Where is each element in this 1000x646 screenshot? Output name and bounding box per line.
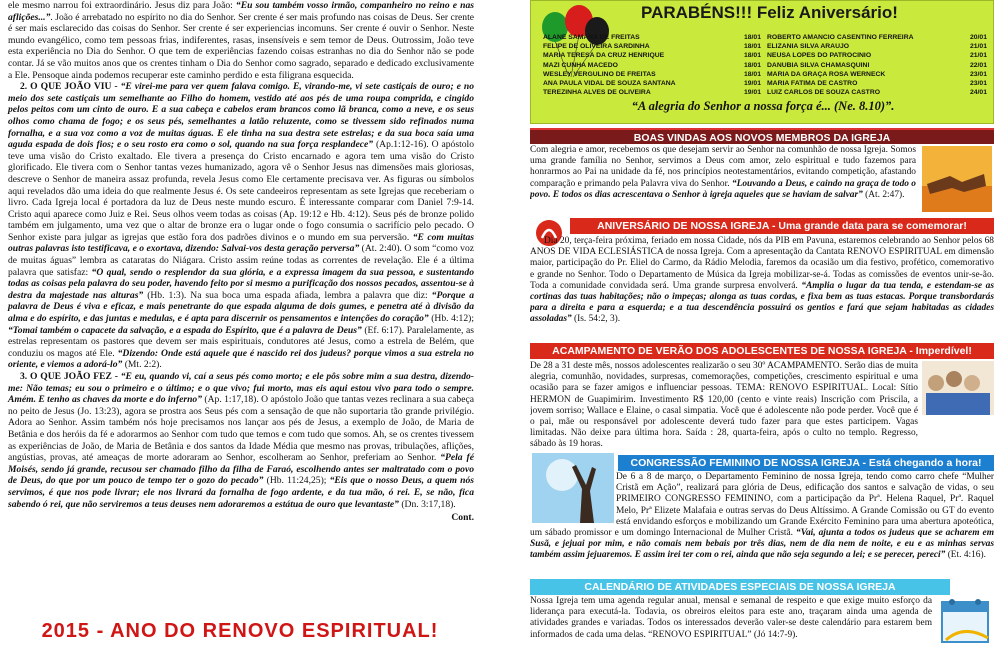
anniversary-text: Dia 20, terça-feira próxima, feriado em nossa Cidade, nós da PIB em Pavuna, estaremos celebrando ao Senhor pelos 68 ANOS DE VIDA ECLESIÁSTICA de nossa Igreja. Com a apresentação da Cantata RENOVO ESPIRITUAL em dimensão maior, participação do Pr. Eliel do Carmo, da Rádio Melodia, faremos da ocasião um dia festivo, profético, comemorativo e grande no Senhor. Todo o Departamento de Música da Igreja mobilizar-se-á. Todas as comissões de eventos unir-se-ão. Toda a comunidade convidada será. Uma grande surpresa envolverá. “Amplia o lugar da tua tenda, e estendam-se as cortinas das tuas habitações; não o impeças; alonga as tuas cordas, e fixa bem as tuas estacas. Porque transbordarás para a direita e para a esquerda; e a tua descendência possuirá os gentios e fará que sejam habitadas as cidades assoladas” (Is. 54:2, 3). — [530, 236, 994, 325]
birthday-title: PARABÉNS!!! Feliz Aniversário! — [641, 3, 898, 22]
birthday-row: MARIA TERESA DA CRUZ HENRIQUE 18/01 — [543, 52, 761, 60]
birthday-row: FELIPE DE OLIVEIRA SARDINHA 18/01 — [543, 43, 761, 51]
birthday-row: NEUSA LOPES DO PATROCINIO 21/01 — [767, 52, 987, 60]
congress-body: De 6 a 8 de março, o Departamento Feminino de nossa Igreja, tendo como carro chefe “Mulher Cristã em Ação”, realizará para glória de Deus, edificação dos santos e salvação de vidas, o seu PRIMEIRO CONGRESSO FEMININO, com a participação da Prª. Helena Raquel, Prª. Raquel Melo, Prª Elizete Malafaia e outras servas do Deus Altíssimo. A Grande Comissão ou GT do evento está envidando esforços e mobilizando um Grande Exército Feminino para uma abertura apoteótica, um sábado promissor e um domingo Internacional de Mulher Cristã. “Vai, ajunta a todos os judeus que se acharem em Susã, e jejuai por mim, e não comais nem bebais por três dias, nem de dia nem de noite, e eu e as minhas servas também assim jejuaremos. E assim irei ter com o rei, ainda que não seja segundo a lei; e se perecer, pereci” (Et. 4:16). — [530, 472, 994, 561]
birthday-row: ALANE SAMARA DE FREITAS 18/01 — [543, 34, 761, 41]
camp-text: De 28 a 31 deste mês, nossos adolescentes realizarão o seu 30º ACAMPAMENTO. Serão dias de muita alegria, comunhão, novidades, surpresas, comemorações, competições, crescimento espiritual e uma ocasião para se fazer amigos e influenciar pessoas. TEMA: RENOVO ESPIRITUAL. Local: Sítio HERMON de Guapimirim. Investimento R$ 120,00 (cento e vinte reais) Inscrição com Priscila, a jovem sorriso; Wallace e Elaine, o casal simpatia. Você que é adolescente não pode perder. Você que é o pai, mãe ou responsável por adolescente deverá tudo fazer para que estes participem. Vagas limitadas. Não deixe para última hora. Saída : 28, quarta-feira, após o culto no templo. Regresso, sábado às 19 horas. — [530, 361, 918, 450]
camp-title: ACAMPAMENTO DE VERÃO DOS ADOLESCENTES DE NOSSA IGREJA - Imperdível! — [530, 343, 994, 359]
calendar-text: Nossa Igreja tem uma agenda regular anual, mensal e semanal de respeito e que exige muito esforço da liderança para executá-la. Todavia, os obreiros eleitos para este ano, traçaram ainda uma agenda de atividades grandes e variadas. Todos os interessados deverão valer-se deste calendário para estarem bem informados de cada uma delas. “RENOVO ESPIRITUAL” (Jó 14:7-9). — [530, 596, 932, 640]
birthday-quote: “A alegria do Senhor a nossa força é... (Ne. 8.10)”. — [631, 99, 895, 113]
teens-photo-icon — [922, 361, 994, 415]
birthday-row: TEREZINHA ALVES DE OLIVEIRA 19/01 — [543, 89, 761, 97]
article-paragraph-2: 2. O QUE JOÃO VIU - “E virei-me para ver quem falava comigo. E, virando-me, vi sete castiçais de ouro; e no meio dos sete castiçais um semelhante ao Filho do homem, vestido até aos pés de uma roupa comprida, e cingido pelos peitos com um cinto de ouro. E a sua cabeça e cabelos eram brancos como lã branca, como a neve, e os seus olhos como chama de fogo; e os seus pés, semelhantes a latão reluzente, como se tivessem sido refinados numa fornalha, e a sua voz como a voz de muitas águas. E ele tinha na sua destra sete estrelas; e da sua boca saía uma aguda espada de dois fios; e o seu rosto era como o sol, quando na sua força resplandece” (Ap.1:12-16). O apóstolo teve uma visão do Cristo exaltado. Ele tivera a presença do Cristo encarnado e agora tem uma visão do Cristo glorificado. Ele tivera com o Senhor tantas vezes humanizado, agora vê o Senhor Jesus nas dimensões mais gloriosas, descreve o Senhor de maneira assaz profunda, revela Jesus como Ele certamente precisava ver. As figuras ou símbolos aqui revelados dão uma ideia do que realmente Jesus é. Os sete candeeiros representam as sete Igrejas que receberiam o livro. Cada Igreja local é portadora da luz de Deus neste mundo escuro. É interessante comparar com Daniel 7:9-14. Cristo aqui aparece como Juiz e Rei. Seus olhos veem todas as coisas (Ap. 19:12 e Hb. 4:12). Seus pés de bronze polido também em julgamento, uma vez que o altar de bronze era o lugar onde o fogo consumia o sacrifício pelo pecado. O Senhor existe para julgar as igrejas que estão fora dos padrões divinos e o mundo em sua perversão. “E com muitas outras palavras isto testificava, e o exortava, dizendo: Salvai-vos desta geração perversa” (At. 2:40). O som “como voz de muitas águas” lembra as cataratas do Niágara. Cristo assim reúne todas as correntes de revelação. Ele é a última palavra que satisfaz: “O qual, sendo o resplendor da sua glória, e a expressa imagem da sua pessoa, e sustentando todas as coisas pela palavra do seu poder, havendo feito por si mesmo a purificação dos nossos pecados, assentou-se à destra da majestade nas alturas” (Hb. 1:3). Na sua boca uma espada afiada, lembra a palavra que diz: “Porque a palavra de Deus é viva e eficaz, e mais penetrante do que espada alguma de dois gumes, e penetra até à divisão da alma e do espírito, e das juntas e medulas, e é apta para discernir os pensamentos e intenções do coração” (Hb. 4:12); “Tomai também o capacete da salvação, e a espada do Espírito, que é a palavra de Deus” (Ef. 6:17). Paralelamente, as estrelas representam os pastores que devem ser mais espirituais, condutores até Jesus, como a estrela de Belém, que conduziu os magos até Ele. “Dizendo: Onde está aquele que é nascido rei dos judeus? porque vimos a sua estrela no oriente, e viemos a adorá-lo” (Mt. 2:2). — [8, 81, 475, 371]
birthday-row: MARIA FATIMA DE CASTRO 23/01 — [767, 80, 987, 88]
birthday-list-1 — [543, 33, 761, 97]
birthday-box — [530, 0, 994, 124]
birthday-row: ANA PAULA VIDAL DE SOUZA SANTANA 19/01 — [543, 80, 761, 88]
welcome-title: BOAS VINDAS AOS NOVOS MEMBROS DA IGREJA — [530, 128, 994, 144]
article-paragraph-3: 3. O QUE JOÃO FEZ - “E eu, quando vi, caí a seus pés como morto; e ele pôs sobre mim a sua destra, dizendo-me: Não temas; eu sou o primeiro e o último; e o que vivo; fui morto, mas eis aqui estou vivo para todo o sempre. Amém. E tenho as chaves da morte e do inferno” (Ap. 1:17,18). O apóstolo João que tantas vezes reclinara a sua cabeça no peito de Jesus (Jo. 13:23), agora se prostra aos Seus pés com a sensação de que não suportaria tão grande privilégio. Adora ao Senhor. Assim também nós hoje precisamos nos lançar aos pés de Jesus, a exemplo de João, de Maria de Betânia e dos heróis da fé e adorarmos ao Senhor com tudo que temos e com tudo que somos. Ah, se os crentes tivessem as experiências de João, de Maria de Betânia e dos santos da Idade Média que mesmo nas provas, tribulações, aflições, angústias, provas, até ameaças de morte adoraram ao Senhor, escolheram ao Senhor, preferiam ao Senhor. “Pela fé Moisés, sendo já grande, recusou ser chamado filho da filha de Faraó, escolhendo antes ser maltratado com o povo de Deus, do que por um pouco de tempo ter o gozo do pecado” (Hb. 11:24,25); “Eis que o nosso Deus, a quem nós servimos, é que nos pode livrar; ele nos livrará da fornalha de fogo ardente, e da tua mão, ó rei. E, se não, fica sabendo ó rei, que não serviremos a teus deuses nem adoraremos a estátua de ouro que levantaste” (Dn. 3:17,18). — [8, 371, 475, 510]
calendar-icon — [938, 594, 994, 646]
bulletin-column — [530, 0, 994, 646]
section-heading-2: 2. O QUE JOÃO VIU - — [20, 81, 121, 93]
birthday-row: DANUBIA SILVA CHAMASQUINI 22/01 — [767, 61, 987, 69]
birthday-row: LUIZ CARLOS DE SOUZA CASTRO 24/01 — [767, 89, 987, 97]
birthday-row: ROBERTO AMANCIO CASENTINO FERREIRA 20/01 — [767, 34, 987, 41]
section-heading-3: 3. O QUE JOÃO FEZ - — [20, 371, 121, 382]
main-article — [8, 0, 474, 646]
congress-float-spacer — [530, 472, 616, 522]
year-banner: 2015 - ANO DO RENOVO ESPIRITUAL! — [41, 620, 439, 642]
congress-text — [530, 472, 994, 576]
birthday-list-2 — [767, 33, 987, 97]
handshake-icon — [922, 146, 992, 212]
calendar-title: CALENDÁRIO DE ATIVIDADES ESPECIAIS DE NOSSA IGREJA — [530, 579, 950, 595]
welcome-text: Com alegria e amor, recebemos os que desejam servir ao Senhor na comunhão de nossa Igreja. Somos uma grande família no Senhor, servimos a Deus com amor, zelo espiritual e tudo fazemos para honrarmos ao Pai na unidade da fé, nos princípios neotestamentários, evitando competição, afastando comparação e primando pela Palavra viva do Senhor. “Louvando a Deus, e caindo na graça de todo o povo. E todos os dias acrescentava o Senhor à igreja aqueles que se haviam de salvar” (At. 2:47). — [530, 145, 916, 200]
birthday-row: MARIA DA GRAÇA ROSA WERNECK 23/01 — [767, 70, 987, 78]
birthday-row: MAZI CUNHA MACEDO 18/01 — [543, 61, 761, 69]
birthday-row: ELIZANIA SILVA ARAUJO 21/01 — [767, 43, 987, 51]
congress-title: CONGRESSÃO FEMININO DE NOSSA IGREJA - Está chegando a hora! — [618, 455, 994, 471]
article-paragraph-1: ele mesmo narrou foi extraordinário. Jesus diz para João: “Eu sou também vosso irmão, companheiro no reino e nas aflições...”. João é arrebatado no espírito no dia do Senhor. Ser crente é ser mais profundo nas coisas de Deus. Ser crente é ser mais esclarecido das coisas do Senhor. Ser crente é ser experiencias incomuns. Ser crente é ouvir o Senhor. Neste mundo evangélico, como tem pessoas frias, indiferentes, rasas, insensíveis e sem temor de Deus. Outrossim, João teve esta experiência no Dia do Senhor. O que tem de experiências fazendo coisas estranhas no dia do Senhor não se pode contar. Já se vão muitos anos que os crentes tinham o Dia do Senhor como sagrado, separado e dedicado exclusivamente a Ele. Pensoque ainda podemos recuperar este caminho perdido e esta filigrana esquecida. — [8, 0, 474, 81]
anniversary-title: ANIVERSÁRIO DE NOSSA IGREJA - Uma grande data para se comemorar! — [570, 218, 994, 234]
birthday-row: WESLEY VERGULINO DE FREITAS 18/01 — [543, 70, 761, 78]
continued-label: Cont. — [451, 512, 474, 524]
